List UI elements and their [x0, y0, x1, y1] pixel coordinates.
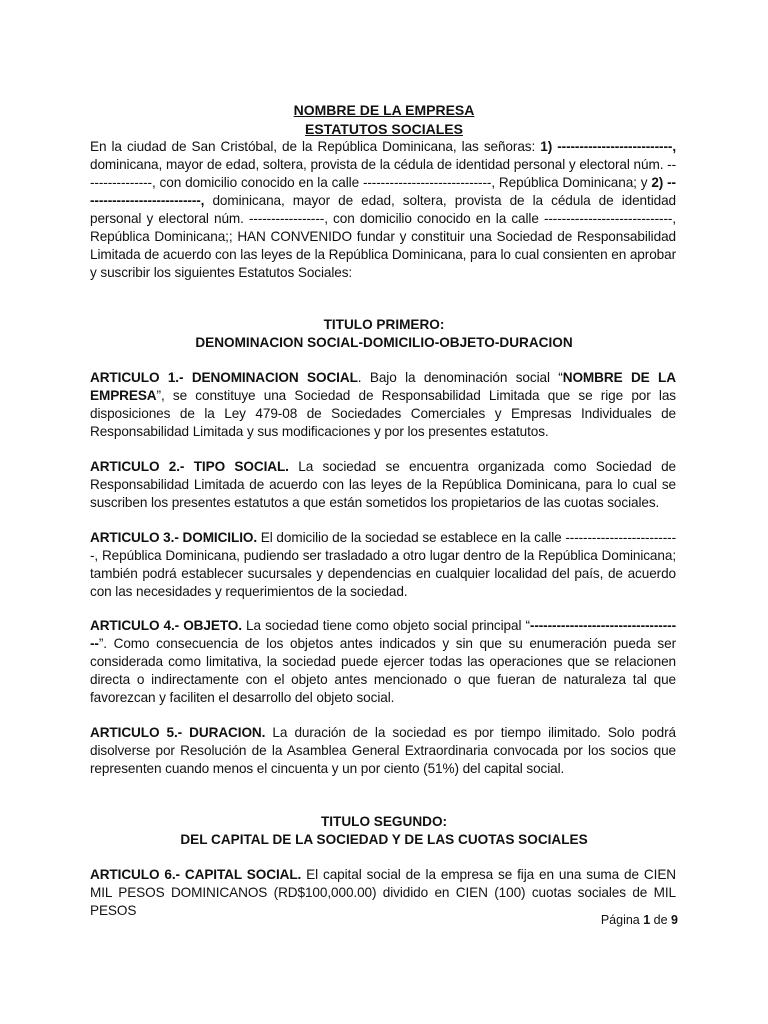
article-text: ”. Como consecuencia de los objetos antes indicados y sin que su enumeración pueda ser considerada como limitativa, la sociedad puede ejercer todas las operaciones que se relacionen directa o indirectamente con el objeto antes mencionado o que fueran de naturaleza tal que favorezcan y faciliten el desarrollo del objeto social. [90, 636, 676, 705]
article-label: ARTICULO 2.- TIPO SOCIAL. [90, 459, 289, 474]
article-text: La sociedad se encuentra organizada como Sociedad de Responsabilidad Limitada de acuerdo con las leyes de la República Dominicana, para lo cual se suscriben los presentes estatutos a que están sometidos los propietarios de las cuotas sociales. [90, 459, 676, 510]
company-name: NOMBRE DE LA EMPRESA [293, 102, 475, 118]
section-subheading: DEL CAPITAL DE LA SOCIEDAD Y DE LAS CUOTAS SOCIALES [180, 832, 588, 847]
article-label: ARTICULO 5.- DURACION. [90, 725, 266, 740]
doc-title: ESTATUTOS SOCIALES [305, 121, 463, 137]
article-text: El domicilio de la sociedad se establece en la calle --------------------------, República Dominicana, pudiendo ser trasladado a otro lugar dentro de la República Dominicana; también podrá establecer sucursales y dependencias en cualquier localidad del país, de acuerdo con las necesidades y requerimientos de la sociedad. [90, 530, 677, 599]
article-label: ARTICULO 4.- OBJETO. [90, 618, 242, 633]
section-heading: TITULO PRIMERO: [323, 317, 445, 332]
intro-text-1: En la ciudad de San Cristóbal, de la República Dominicana, las señoras: [90, 139, 541, 154]
articulo-1 [90, 369, 676, 441]
page-footer [601, 913, 678, 927]
page-word: Página [600, 913, 644, 927]
objeto-blank: ----------------------------------- [90, 618, 676, 651]
article-text: . Bajo la denominación social “ [357, 370, 563, 385]
party-2: 2) ---------------------------, [90, 175, 676, 208]
company-name-inline: NOMBRE DE LA EMPRESA [90, 370, 676, 403]
articulo-3 [90, 529, 676, 601]
articulo-6 [90, 866, 676, 918]
intro-paragraph [90, 138, 676, 282]
article-label: ARTICULO 1.- DENOMINACION SOCIAL [90, 370, 358, 385]
intro-text-2: dominicana, mayor de edad, soltera, provista de la cédula de identidad personal y electoral núm. ----------------, con domicilio conocido en la calle -----------------------------, República Dominicana; y [90, 157, 676, 190]
document-title [0, 101, 768, 139]
current-page: 1 [643, 913, 651, 927]
article-label: ARTICULO 6.- CAPITAL SOCIAL. [90, 867, 302, 882]
total-pages: 9 [671, 913, 678, 927]
article-text: La duración de la sociedad es por tiempo ilimitado. Solo podrá disolverse por Resolución de la Asamblea General Extraordinaria convocada por los socios que representen cuando menos el cincuenta y un por ciento (51%) del capital social. [90, 725, 677, 776]
section-heading: TITULO SEGUNDO: [320, 814, 448, 829]
intro-text-3: dominicana, mayor de edad, soltera, provista de la cédula de identidad personal y electoral núm. -----------------, con domicilio conocido en la calle -----------------------------, República Dominicana;; HAN CONVENIDO fundar y constituir una Sociedad de Responsabilidad Limitada de acuerdo con las leyes de la República Dominicana, para lo cual consienten en aprobar y suscribir los siguientes Estatutos Sociales: [90, 193, 676, 280]
titulo-primero [0, 316, 768, 352]
article-label: ARTICULO 3.- DOMICILIO. [90, 530, 258, 545]
titulo-segundo [0, 813, 768, 849]
articulo-4 [90, 617, 676, 707]
article-text: ”, se constituye una Sociedad de Responsabilidad Limitada que se rige por las disposiciones de la Ley 479-08 de Sociedades Comerciales y Empresas Individuales de Responsabilidad Limitada y sus modificaciones y por los presentes estatutos. [90, 388, 676, 439]
of-word: de [650, 913, 672, 927]
article-text: La sociedad tiene como objeto social principal “ [241, 618, 530, 633]
article-text: El capital social de la empresa se fija en una suma de CIEN MIL PESOS DOMINICANOS (RD$100,000.00) dividido en CIEN (100) cuotas sociales de MIL PESOS [90, 867, 676, 918]
articulo-5 [90, 724, 676, 778]
section-subheading: DENOMINACION SOCIAL-DOMICILIO-OBJETO-DURACION [195, 335, 573, 350]
party-1: 1) --------------------------, [540, 139, 676, 154]
articulo-2 [90, 458, 676, 512]
